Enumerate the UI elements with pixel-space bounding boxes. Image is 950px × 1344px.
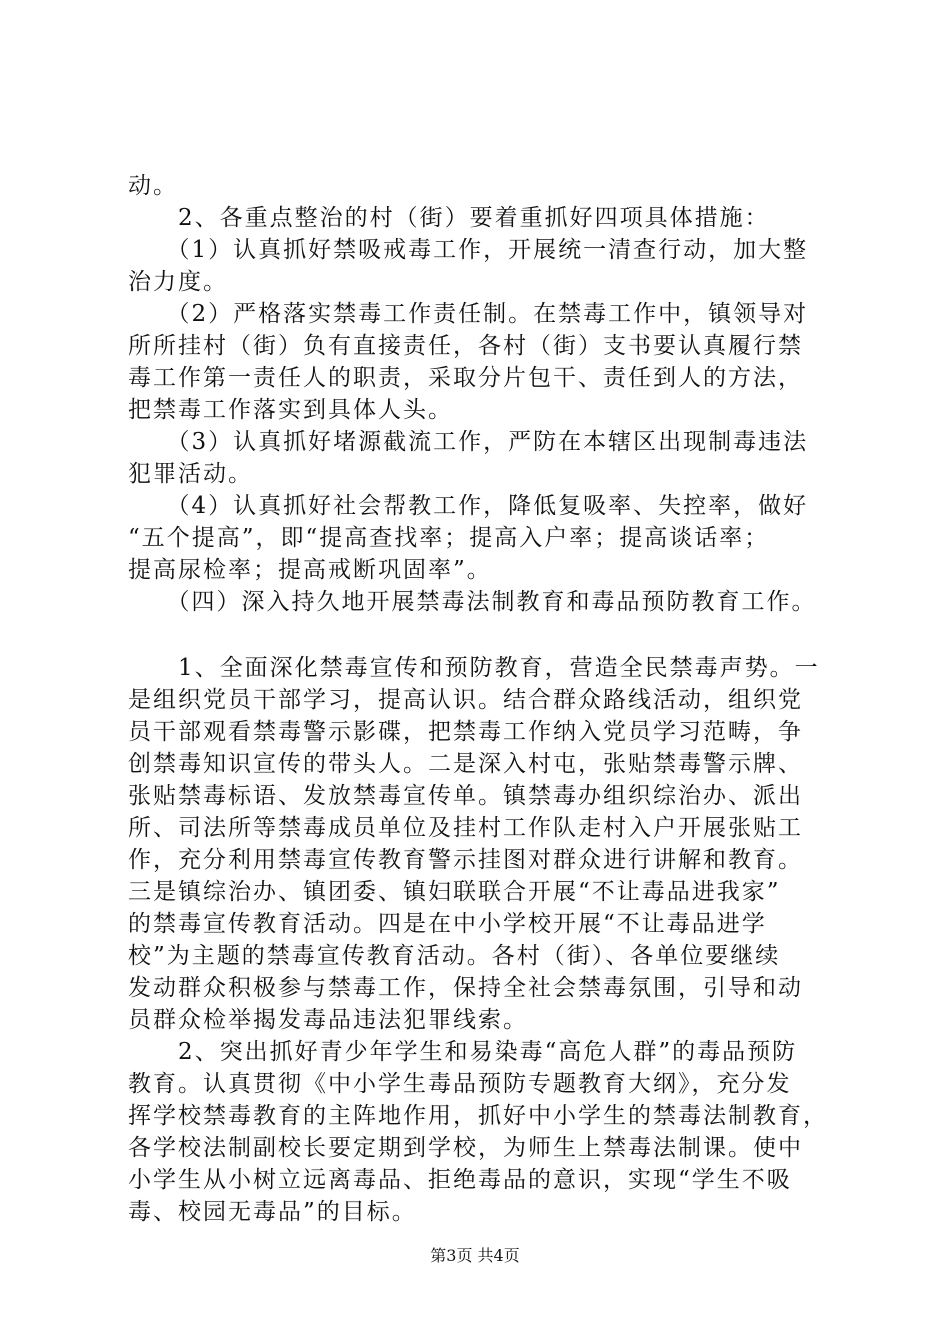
text-line: 发动群众积极参与禁毒工作，保持全社会禁毒氛围，引导和动 (128, 975, 803, 1001)
text-line: 员干部观看禁毒警示影碟，把禁毒工作纳入党员学习范畴，争 (128, 719, 803, 745)
text-line: 所所挂村（街）负有直接责任，各村（街）支书要认真履行禁 (128, 333, 803, 359)
text-line: 教育。认真贯彻《中小学生毒品预防专题教育大纲》，充分发 (128, 1071, 792, 1097)
text-line: （2）严格落实禁毒工作责任制。在禁毒工作中，镇领导对 (128, 301, 809, 327)
page-number: 第3页 共4页 (430, 1246, 520, 1265)
text-line: （3）认真抓好堵源截流工作，严防在本辖区出现制毒违法 (128, 429, 809, 455)
text-line: 治力度。 (128, 269, 228, 295)
text-line: 2、突出抓好青少年学生和易染毒“高危人群”的毒品预防 (128, 1039, 798, 1065)
text-line: 是组织党员干部学习，提高认识。结合群众路线活动，组织党 (128, 687, 803, 713)
text-line: 犯罪活动。 (128, 461, 253, 487)
text-line: （4）认真抓好社会帮教工作，降低复吸率、失控率，做好 (128, 493, 809, 519)
text-line: 动。 (128, 173, 178, 199)
page-footer (0, 1243, 950, 1266)
text-line: 把禁毒工作落实到具体人头。 (128, 397, 453, 423)
text-line: 2、各重点整治的村（街）要着重抓好四项具体措施： (128, 205, 770, 231)
text-line: 员群众检举揭发毒品违法犯罪线索。 (128, 1007, 528, 1033)
text-line: 毒工作第一责任人的职责，采取分片包干、责任到人的方法， (128, 365, 803, 391)
text-line: 1、全面深化禁毒宣传和预防教育，营造全民禁毒声势。一 (128, 655, 820, 681)
text-line: 校”为主题的禁毒宣传教育活动。各村（街）、各单位要继续 (128, 943, 781, 969)
text-line: 各学校法制副校长要定期到学校，为师生上禁毒法制课。使中 (128, 1135, 803, 1161)
document-body (128, 170, 828, 1228)
text-line: 小学生从小树立远离毒品、拒绝毒品的意识，实现“学生不吸 (128, 1167, 792, 1193)
text-line: 提高尿检率；提高戒断巩固率”。 (128, 557, 492, 583)
text-line: 所、司法所等禁毒成员单位及挂村工作队走村入户开展张贴工 (128, 815, 803, 841)
text-line: 三是镇综治办、镇团委、镇妇联联合开展“不让毒品进我家” (128, 879, 781, 905)
text-line: 的禁毒宣传教育活动。四是在中小学校开展“不让毒品进学 (128, 911, 767, 937)
text-line: 毒、校园无毒品”的目标。 (128, 1199, 417, 1225)
paragraph-gap (128, 618, 828, 652)
text-line: 张贴禁毒标语、发放禁毒宣传单。镇禁毒办组织综治办、派出 (128, 783, 803, 809)
text-line: （1）认真抓好禁吸戒毒工作，开展统一清查行动，加大整 (128, 237, 809, 263)
text-line: “五个提高”，即“提高查找率；提高入户率；提高谈话率； (128, 525, 770, 551)
section-heading: （四）深入持久地开展禁毒法制教育和毒品预防教育工作。 (128, 589, 817, 615)
text-line: 创禁毒知识宣传的带头人。二是深入村屯，张贴禁毒警示牌、 (128, 751, 803, 777)
text-line: 作，充分利用禁毒宣传教育警示挂图对群众进行讲解和教育。 (128, 847, 803, 873)
text-line: 挥学校禁毒教育的主阵地作用，抓好中小学生的禁毒法制教育， (128, 1103, 828, 1129)
